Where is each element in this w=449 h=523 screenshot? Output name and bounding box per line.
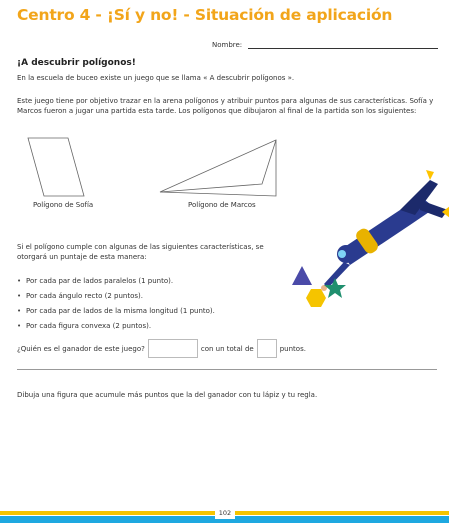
- sofia-caption: Polígono de Sofía: [33, 201, 94, 209]
- hexagon-icon: [306, 289, 326, 307]
- page-number: 102: [215, 507, 235, 519]
- marcos-caption: Polígono de Marcos: [188, 201, 256, 209]
- name-field[interactable]: [212, 41, 438, 49]
- task-text: Dibuja una figura que acumule más puntos que la del ganador con tu lápiz y tu regla.: [17, 391, 318, 399]
- name-label: Nombre:: [212, 41, 243, 49]
- winner-answer-box[interactable]: [148, 339, 198, 358]
- question-row: [17, 339, 306, 358]
- footer: [0, 505, 449, 523]
- triangle-icon: [292, 266, 312, 285]
- diver-icon: [321, 170, 449, 291]
- list-item: • Por cada ángulo recto (2 puntos).: [17, 291, 215, 306]
- name-line[interactable]: [248, 41, 438, 49]
- list-item: • Por cada par de lados paralelos (1 punto).: [17, 276, 215, 291]
- intro-paragraph-2: Este juego tiene por objetivo trazar en la arena polígonos y atribuir puntos para algunas de sus características. Sofía y Marcos fueron a jugar una partida esta tarde. Los polígonos que dibujaron al final de la partida son los siguientes:: [17, 97, 434, 115]
- section-heading: ¡A descubrir polígonos!: [17, 58, 136, 68]
- list-item: • Por cada figura convexa (2 puntos).: [17, 321, 215, 336]
- question-text-3: puntos.: [279, 344, 306, 353]
- list-item: • Por cada par de lados de la misma longitud (1 punto).: [17, 306, 215, 321]
- rules-list: [17, 276, 215, 336]
- question-text-2: con un total de: [200, 344, 254, 353]
- divider: [17, 369, 437, 370]
- diver-illustration: [280, 170, 449, 310]
- rules-intro: Si el polígono cumple con algunas de las siguientes características, se otorgará un puntaje de esta manera:: [17, 243, 264, 261]
- intro-paragraph-1: En la escuela de buceo existe un juego que se llama « A descubrir polígonos ».: [17, 74, 295, 82]
- sofia-polygon: [28, 138, 84, 196]
- question-text: ¿Quién es el ganador de este juego?: [17, 344, 145, 353]
- points-answer-box[interactable]: [257, 339, 277, 358]
- page-title: Centro 4 - ¡Sí y no! - Situación de aplicación: [17, 6, 393, 24]
